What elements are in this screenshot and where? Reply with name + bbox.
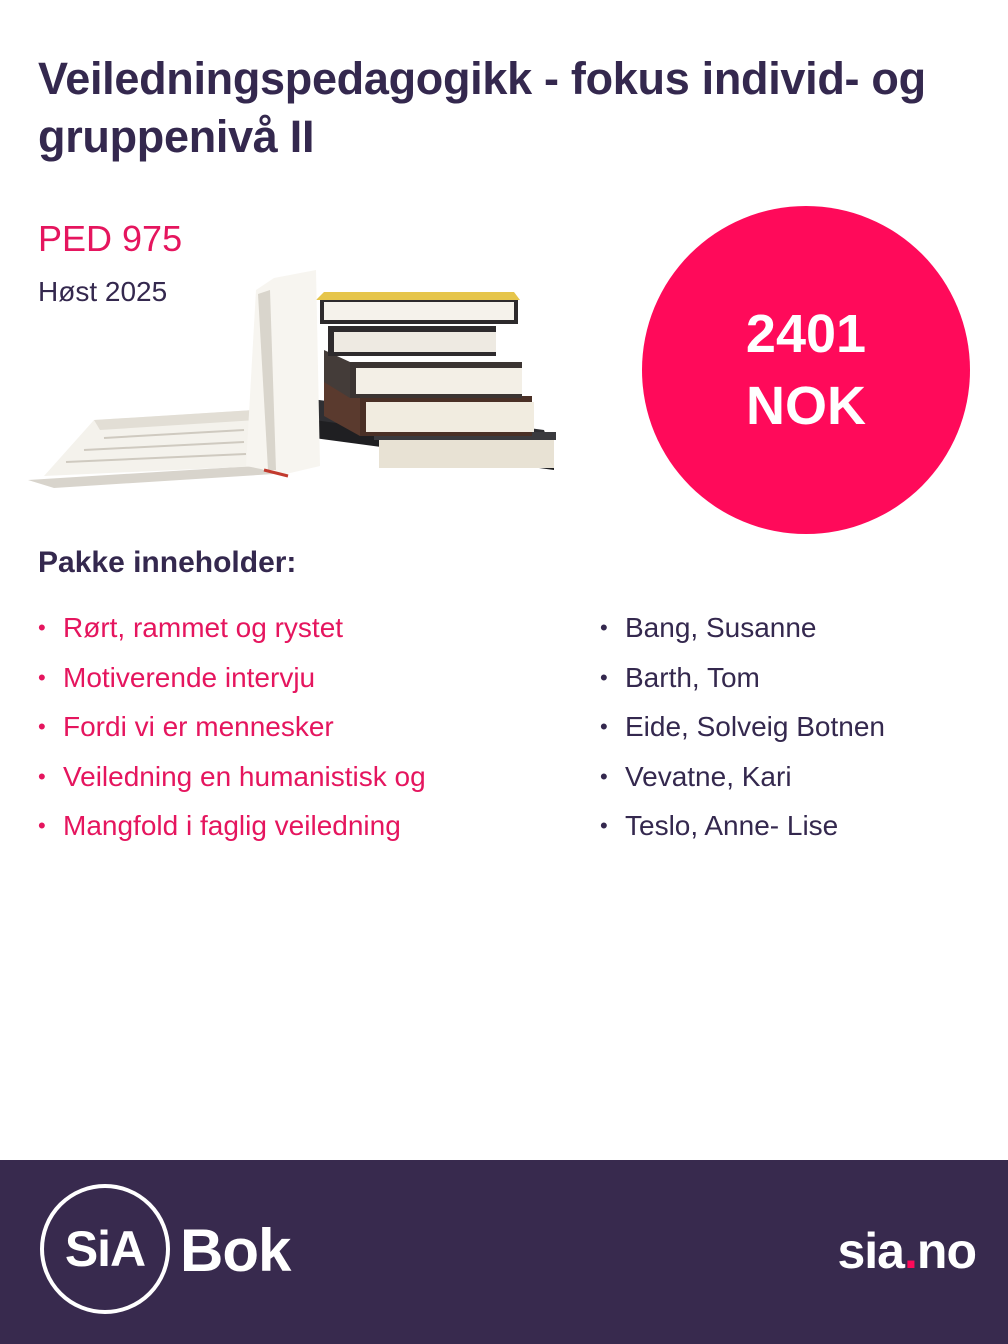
book-title: Veiledning en humanistisk og (63, 760, 426, 792)
bullet-icon: • (600, 714, 608, 739)
book-title-item (38, 803, 426, 853)
author-name: Vevatne, Kari (625, 760, 792, 792)
author-list (600, 605, 885, 853)
author-item (600, 655, 885, 705)
package-heading: Pakke inneholder: (38, 546, 297, 579)
price-currency: NOK (746, 376, 866, 436)
author-item (600, 754, 885, 804)
book-title: Rørt, rammet og rystet (63, 612, 344, 643)
book-stack (304, 292, 556, 470)
book-title-item (38, 605, 426, 655)
site-name-a: sia (837, 1223, 904, 1279)
author-name: Bang, Susanne (625, 612, 817, 643)
course-term: Høst 2025 (38, 276, 168, 307)
course-code: PED 975 (38, 218, 183, 259)
bullet-icon: • (38, 813, 46, 838)
open-book (28, 270, 320, 488)
bullet-icon: • (600, 763, 608, 789)
bullet-icon: • (600, 615, 608, 640)
bullet-icon: • (38, 714, 46, 739)
bullet-icon: • (38, 763, 46, 789)
price-badge (642, 206, 970, 534)
site-name-b: no (916, 1223, 976, 1279)
book-title: Fordi vi er mennesker (63, 711, 334, 742)
book-title-item (38, 655, 426, 705)
book-title-item (38, 754, 426, 804)
footer-bar (0, 1160, 1008, 1344)
sia-logo-mark (40, 1184, 170, 1314)
books-illustration (24, 270, 564, 492)
bullet-icon: • (38, 664, 46, 690)
site-dot: . (904, 1223, 917, 1279)
site-link[interactable] (837, 1222, 976, 1280)
book-title-list (38, 605, 426, 853)
book-title-item (38, 704, 426, 754)
book-title: Mangfold i faglig veiledning (63, 810, 401, 841)
page-title: Veiledningspedagogikk - fokus individ- og gruppenivå II (38, 53, 926, 162)
bullet-icon: • (38, 615, 46, 640)
bullet-icon: • (600, 664, 608, 690)
author-name: Eide, Solveig Botnen (625, 711, 885, 742)
author-item (600, 803, 885, 853)
author-item (600, 704, 885, 754)
author-item (600, 605, 885, 655)
author-name: Teslo, Anne- Lise (625, 810, 839, 841)
author-name: Barth, Tom (625, 661, 760, 693)
price-amount: 2401 (745, 304, 867, 364)
bullet-icon: • (600, 813, 608, 838)
logo-mark-text: SiA (64, 1221, 146, 1277)
logo-word: Bok (180, 1217, 291, 1284)
book-title: Motiverende intervju (63, 661, 316, 693)
